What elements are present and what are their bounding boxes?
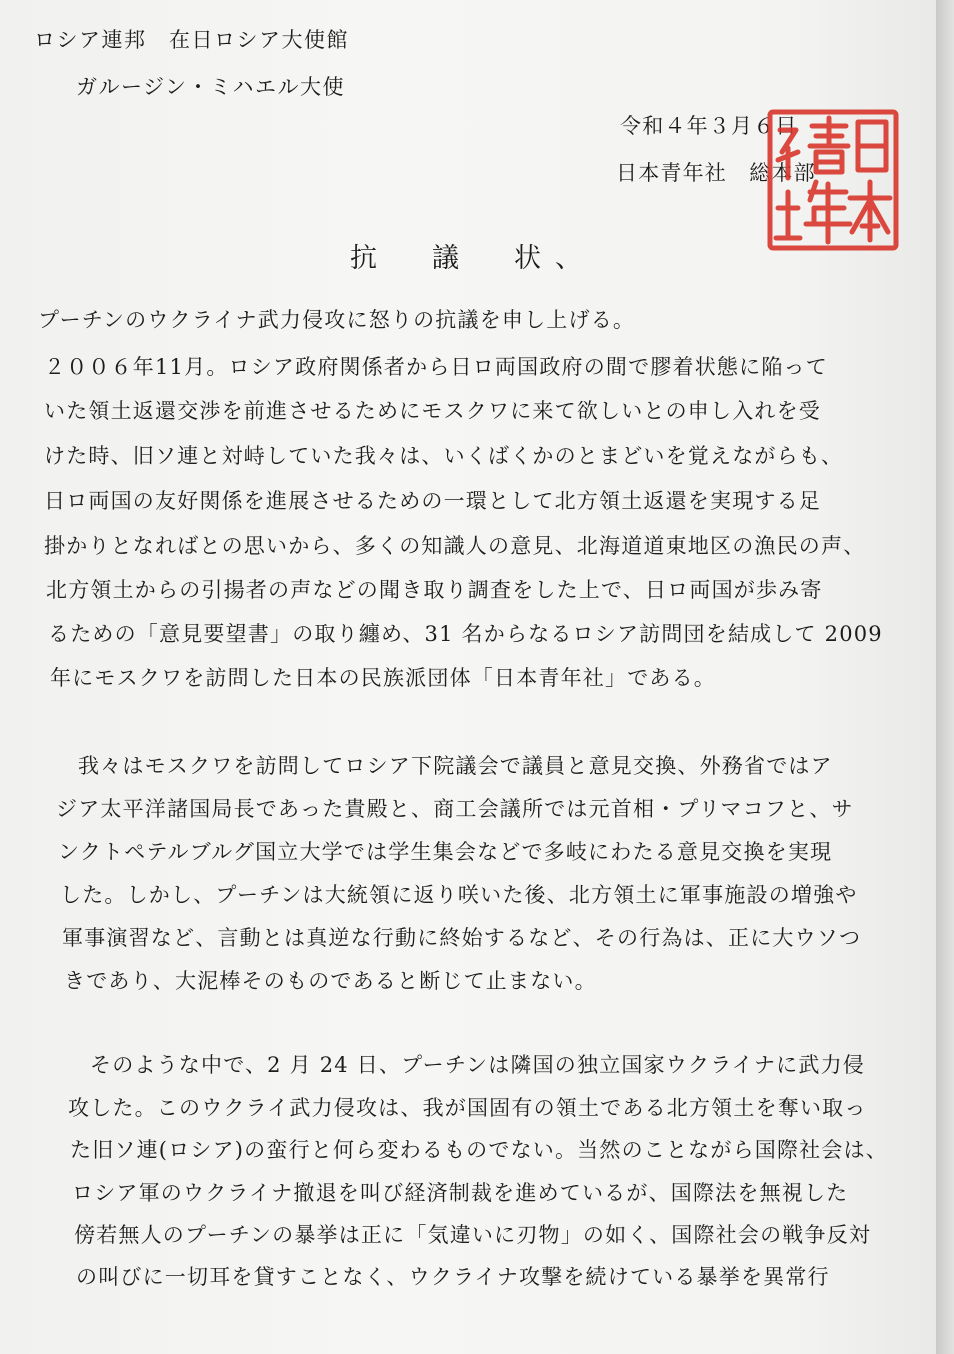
recipient-name: ガルージン・ミハエル大使 xyxy=(76,75,346,99)
letter-date: 令和４年３月６日 xyxy=(620,114,798,138)
page-edge xyxy=(936,0,954,1354)
paragraph-line: ジア太平洋諸国局長であった貴殿と、商工会議所では元首相・プリマコフと、サ xyxy=(56,797,854,821)
paragraph-line: 日ロ両国の友好関係を進展させるための一環として北方領土返還を実現する足 xyxy=(44,489,821,513)
paragraph-line: の叫びに一切耳を貸すことなく、ウクライナ攻撃を続けている暴挙を異常行 xyxy=(76,1265,830,1289)
paragraph-line: るための「意見要望書」の取り纏め、31 名からなるロシア訪問団を結成して 2009 xyxy=(48,622,883,646)
paragraph-line: ２００６年11月。ロシア政府関係者から日ロ両国政府の間で膠着状態に陥って xyxy=(44,355,828,379)
paragraph-line: いた領土返還交渉を前進させるためにモスクワに来て欲しいとの申し入れを受 xyxy=(44,399,821,423)
paragraph-line: した。しかし、プーチンは大統領に返り咲いた後、北方領土に軍事施設の増強や xyxy=(60,883,858,907)
lead-sentence: プーチンのウクライナ武力侵攻に怒りの抗議を申し上げる。 xyxy=(38,308,636,332)
paragraph-line: た旧ソ連(ロシア)の蛮行と何ら変わるものでない。当然のことながら国際社会は、 xyxy=(70,1138,888,1162)
document-title: 抗 議 状、 xyxy=(350,243,596,274)
paragraph-line: 攻した。このウクライ武力侵攻は、我が国固有の領土である北方領土を奪い取っ xyxy=(68,1096,867,1120)
paragraph-line: 年にモスクワを訪問した日本の民族派団体「日本青年社」である。 xyxy=(50,666,716,690)
recipient-organization: ロシア連邦 在日ロシア大使館 xyxy=(34,28,349,52)
organization-seal-stamp xyxy=(766,108,900,252)
sender-organization: 日本青年社 総本部 xyxy=(616,161,816,185)
paragraph-line: 掛かりとなればとの思いから、多くの知識人の意見、北海道道東地区の漁民の声、 xyxy=(44,534,866,558)
paragraph-line: 軍事演習など、言動とは真逆な行動に終始するなど、その行為は、正に大ウソつ xyxy=(62,926,862,950)
paragraph-line: 北方領土からの引揚者の声などの聞き取り調査をした上で、日ロ両国が歩み寄 xyxy=(46,578,823,602)
paragraph-line: きであり、大泥棒そのものであると断じて止まない。 xyxy=(64,969,597,993)
paragraph-line: ロシア軍のウクライナ撤退を叫び経済制裁を進めているが、国際法を無視した xyxy=(72,1181,849,1205)
paragraph-line: ンクトペテルブルグ国立大学では学生集会などで多岐にわたる意見交換を実現 xyxy=(58,840,833,864)
paragraph-line: けた時、旧ソ連と対峙していた我々は、いくばくかのとまどいを覚えながらも、 xyxy=(44,444,844,468)
paragraph-line: 我々はモスクワを訪問してロシア下院議会で議員と意見交換、外務省ではア xyxy=(78,754,833,778)
paragraph-line: そのような中で、2 月 24 日、プーチンは隣国の独立国家ウクライナに武力侵 xyxy=(90,1053,865,1077)
paragraph-line: 傍若無人のプーチンの暴挙は正に「気違いに刃物」の如く、国際社会の戦争反対 xyxy=(74,1223,872,1247)
